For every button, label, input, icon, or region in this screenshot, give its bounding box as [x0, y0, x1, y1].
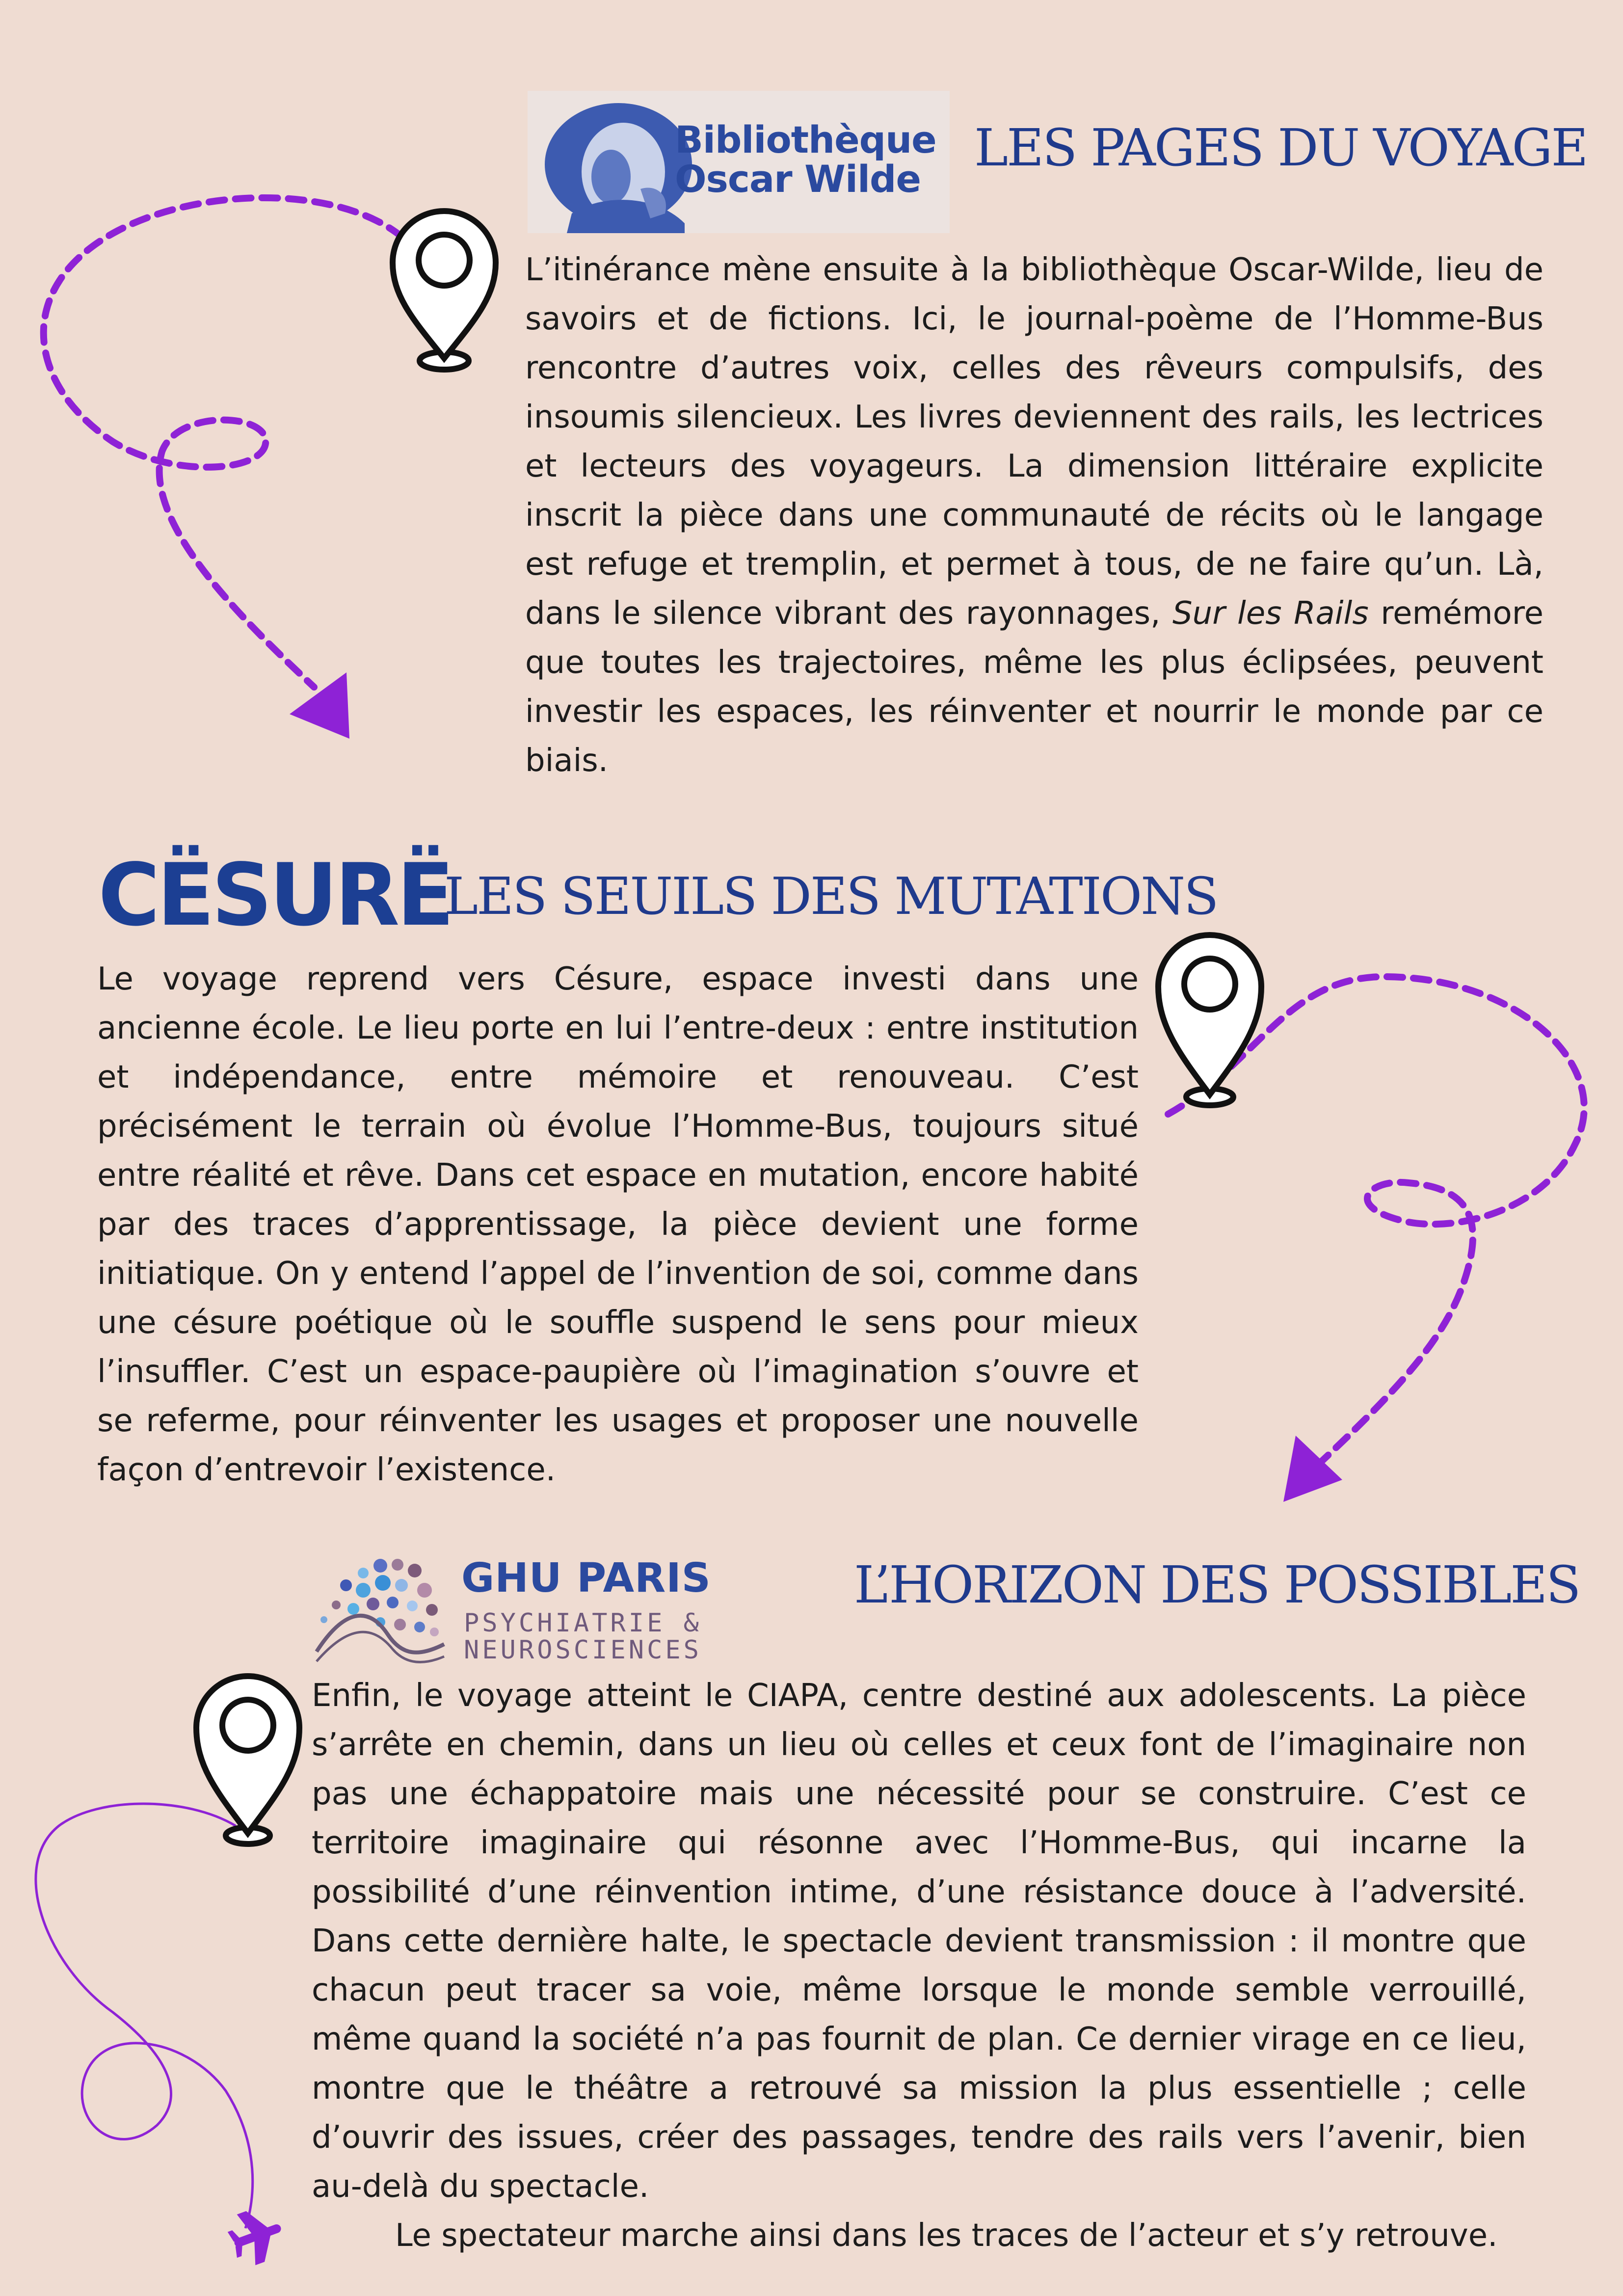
arrowhead-icon: [290, 672, 349, 739]
ghu-logo-line2: PSYCHIATRIE &: [464, 1608, 702, 1638]
section3-body: [312, 1671, 1526, 2260]
section2-body: Le voyage reprend vers Césure, espace investi dans une ancienne école. Le lieu porte en lui l’entre-deux : entre institution et indépendance, entre mémoire et renouveau. C’est précisément le terrain où évolue l’Homme-Bus, toujours situé entre réalité et rêve. Dans cet espace en mutation, encore habité par des traces d’apprentissage, la pièce devient une forme initiatique. On y entend l’appel de l’invention de soi, comme dans une césure poétique où le souffle suspend le sens pour mieux l’insuffler. C’est un espace-paupière où l’imagination s’ouvre et se referme, pour réinventer les usages et proposer une nouvelle façon d’entrevoir l’existence.: [97, 961, 1139, 1488]
section1-body-text-end: remémore que toutes les trajectoires, même les plus éclipsées, peuvent investir les espaces, les réinventer et nourrir le monde par ce biais.: [525, 595, 1544, 779]
section1-heading: LES PAGES DU VOYAGE: [974, 118, 1587, 178]
library-logo-line2: Oscar Wilde: [675, 157, 921, 201]
oscar-wilde-library-logo: [528, 91, 950, 233]
ghu-paris-logo: [314, 1551, 717, 1669]
map-pin-icon: [393, 211, 496, 370]
ghu-logo-line1: GHU PARIS: [461, 1555, 711, 1602]
map-pin-icon: [1158, 935, 1261, 1105]
ghu-logo-line3: NEUROSCIENCES: [464, 1635, 702, 1665]
section3-heading: L’HORIZON DES POSSIBLES: [854, 1555, 1580, 1615]
section3-closing: Le spectateur marche ainsi dans les traces de l’acteur et s’y retrouve.: [395, 2217, 1498, 2254]
dotted-path-1: [44, 198, 432, 687]
section3-body-text: Enfin, le voyage atteint le CIAPA, centre destiné aux adolescents. La pièce s’arrête en chemin, dans un lieu où celles et ceux font de l’imaginaire non pas une échappatoire mais une nécessité pour se construire. C’est ce territoire imaginaire qui résonne avec l’Homme-Bus, qui incarne la possibilité d’une réinvention intime, d’une résistance douce à l’adversité. Dans cette dernière halte, le spectacle devient transmission : il montre que chacun peut tracer sa voie, même lorsque le monde semble verrouillé, même quand la société n’a pas fournit de plan. Ce dernier virage en ce lieu, montre que le théâtre a retrouvé sa mission la plus essentielle ; celle d’ouvrir des issues, créer des passages, tendre des rails vers l’avenir, bien au-delà du spectacle.: [312, 1678, 1526, 2205]
map-pin-icon: [196, 1676, 299, 1844]
section2-heading: LES SEUILS DES MUTATIONS: [444, 866, 1218, 926]
airplane-icon: [223, 2202, 290, 2270]
ghu-dots-icon: [317, 1559, 444, 1662]
section1-body: [525, 245, 1543, 785]
cesure-logo: [98, 846, 452, 945]
thin-path-3: [36, 1804, 253, 2228]
section1-body-text: L’itinérance mène ensuite à la bibliothèque Oscar-Wilde, lieu de savoirs et de fictions. Ici, le journal-poème de l’Homme-Bus rencontre d’autres voix, celles des rêveurs compulsifs, des insoumis silencieux. Les livres deviennent des rails, les lectrices et lecteurs des voyageurs. La dimension littéraire explicite inscrit la pièce dans une communauté de récits où le langage est refuge et tremplin, et permet à tous, de ne faire qu’un. Là, dans le silence vibrant des rayonnages,: [525, 252, 1543, 632]
library-logo-line1: Bibliothèque: [675, 118, 936, 161]
section1-play-title: Sur les Rails: [1172, 595, 1369, 632]
cesure-logo-text: CËSURË: [98, 846, 452, 945]
